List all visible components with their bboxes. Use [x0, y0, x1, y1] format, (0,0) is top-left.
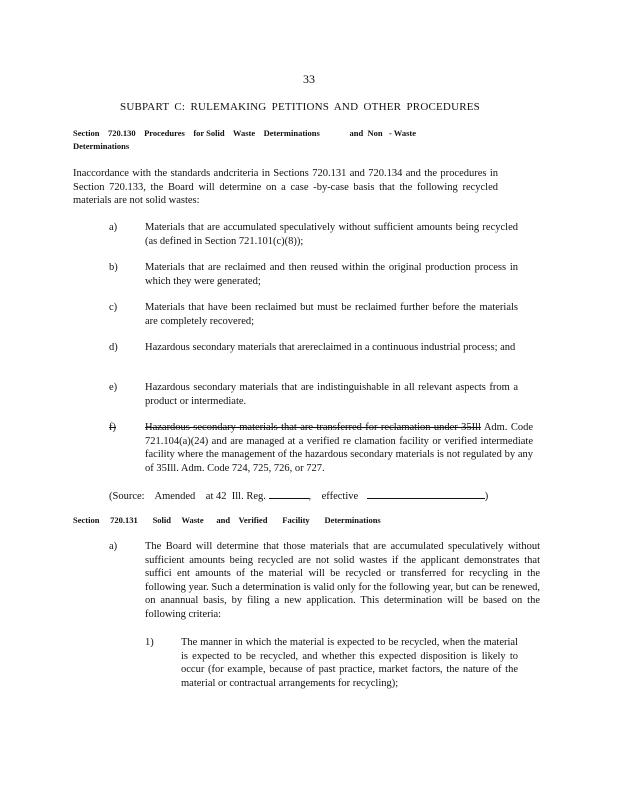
page-number: 33 [303, 72, 315, 86]
source-note [109, 487, 488, 503]
section-720-130-heading-line1: Section 720.130 Procedures for Solid Waste Determinations and Non - Waste [73, 128, 416, 138]
item-d-label: d) [109, 342, 118, 353]
source-close: ) [484, 491, 489, 502]
subpart-title: SUBPART C: RULEMAKING PETITIONS AND OTHER PROCEDURES [120, 101, 480, 113]
sec131-item-a-label: a) [109, 541, 118, 552]
item-c-label: c) [109, 302, 118, 313]
item-e-label: e) [109, 382, 118, 393]
item-f-remaining-text: Adm. Code 721.104(a)(24) and are managed at a verified re clamation facility or verified intermediate facility where the management of the hazardous secondary materials is not regulated by any of 35Ill. Adm. Code 724, 725, 726, or 727. [145, 422, 534, 474]
item-b-label: b) [109, 262, 118, 273]
sec131-subitem-1-label: 1) [145, 637, 154, 648]
source-effective-date-blank [367, 487, 485, 499]
sec131-subitem-1-text: The manner in which the material is expected to be recycled, when the material is expected to be recycled, and whether this expected disposition is likely to occur (for example, because of past practice, market factors, the nature of the material or contractual arrangements for recycling); [181, 637, 518, 689]
item-b-text: Materials that are reclaimed and then reused within the original production process in which they were generated; [145, 262, 518, 287]
item-a-text: Materials that are accumulated speculatively without sufficient amounts being recycled (as defined in Section 721.101(c)(8)); [145, 222, 518, 247]
source-effective-label: , effective [308, 491, 359, 502]
item-d-text: Hazardous secondary materials that arereclaimed in a continuous industrial process; and [145, 342, 516, 353]
item-c-text: Materials that have been reclaimed but must be reclaimed further before the materials are completely recovered; [145, 302, 518, 327]
item-a-label: a) [109, 222, 118, 233]
sec131-item-a-text: The Board will determine that those materials that are accumulated speculatively without sufficient amounts being recycled are not solid wastes if the applicant demonstrates that suffici ent amounts of the material will be recycled or transferred for recycling in the following year. Such a determination is valid only for the following year, but can be renewed, on anannual basis, by filing a new application. This determination will be based on the following criteria: [145, 541, 540, 620]
source-prefix: (Source: Amended at 42 Ill. Reg. [109, 491, 266, 502]
source-register-page-blank [269, 487, 309, 499]
item-e-text: Hazardous secondary materials that are indistinguishable in all relevant aspects from a product or intermediate. [145, 382, 518, 407]
section-720-131-heading: Section 720.131 Solid Waste and Verified Facility Determinations [73, 515, 381, 525]
section-720-130-intro: Inaccordance with the standards andcriteria in Sections 720.131 and 720.134 and the procedures in Section 720.133, the Board will determine on a case -by-case basis that the following recycled materials are not solid wastes: [73, 168, 498, 206]
item-f-text [145, 421, 533, 475]
item-f-label: f) [109, 422, 116, 433]
item-f-struck-text: Hazardous secondary materials that are transferred for reclamation under 35Ill [145, 422, 482, 433]
section-720-130-heading-line2: Determinations [73, 141, 130, 151]
